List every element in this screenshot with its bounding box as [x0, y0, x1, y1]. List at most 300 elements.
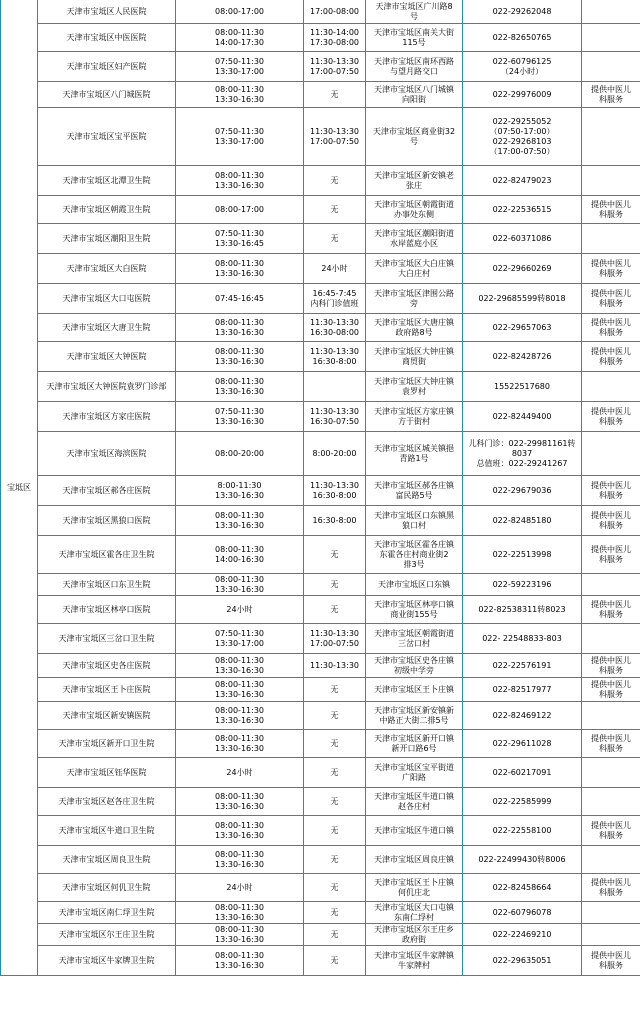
day-hours-line: 08:00-11:30 [215, 924, 264, 934]
night-hours-line: 17:00-07:50 [310, 66, 359, 76]
phone-cell [463, 758, 582, 788]
phone-line: 022-29255052 [492, 116, 552, 126]
service-note-line: 科服务 [599, 327, 623, 337]
phone-cell [463, 816, 582, 846]
night-hours-cell [304, 432, 366, 476]
service-note-cell [582, 788, 640, 816]
night-hours-cell [304, 624, 366, 654]
day-hours-cell [176, 314, 304, 342]
service-note-cell [582, 902, 640, 924]
night-hours-cell [304, 52, 366, 82]
phone-line: 022-60371086 [492, 233, 552, 243]
service-note-cell [582, 924, 640, 946]
day-hours-cell [176, 196, 304, 224]
service-note-cell [582, 224, 640, 254]
day-hours-line: 13:30-16:30 [215, 386, 264, 396]
address-line: 天津市宝坻区牛道口镇 [374, 791, 454, 801]
address-cell [366, 254, 463, 284]
night-hours-cell [304, 924, 366, 946]
phone-cell [463, 788, 582, 816]
service-note-cell [582, 758, 640, 788]
night-hours-line: 无 [330, 684, 339, 694]
address-line: 三岔口村 [398, 638, 430, 648]
hospital-name-cell: 天津市宝坻区大白医院 [38, 254, 176, 284]
day-hours-line: 13:30-17:00 [215, 638, 264, 648]
phone-line: 022-22513998 [492, 549, 552, 559]
address-line: 号 [410, 11, 418, 21]
address-line: 天津市宝坻区史各庄镇 [374, 655, 454, 665]
address-line: 天津市宝坻区牛家牌镇 [374, 950, 454, 960]
day-hours-line: 08:00-11:30 [215, 902, 264, 912]
day-hours-line: 08:00-11:30 [215, 655, 264, 665]
table-row [1, 816, 640, 846]
address-cell [366, 574, 463, 596]
address-line: 天津市宝坻区新安镇新 [374, 705, 454, 715]
service-note-cell [582, 372, 640, 402]
hospital-name-cell: 天津市宝坻区霍各庄卫生院 [38, 536, 176, 574]
day-hours-cell [176, 52, 304, 82]
service-note-cell [582, 678, 640, 702]
service-note-cell [582, 730, 640, 758]
service-note-line: 提供中医儿 [591, 877, 631, 887]
address-line: 天津市宝坻区南关大街 [374, 27, 454, 37]
day-hours-line: 08:00-17:00 [215, 6, 264, 16]
service-note-line: 科服务 [599, 689, 623, 699]
day-hours-line: 13:30-16:30 [215, 490, 264, 500]
hospital-name-cell: 天津市宝坻区潮阳卫生院 [38, 224, 176, 254]
night-hours-cell [304, 314, 366, 342]
day-hours-cell [176, 846, 304, 874]
day-hours-line: 24小时 [226, 882, 253, 892]
night-hours-cell [304, 816, 366, 846]
address-line: 牛家牌村 [398, 960, 430, 970]
service-note-cell [582, 476, 640, 506]
service-note-line: 提供中医儿 [591, 510, 631, 520]
night-hours-cell [304, 654, 366, 678]
address-cell [366, 924, 463, 946]
address-line: 旁 [410, 298, 418, 308]
day-hours-line: 13:30-16:30 [215, 94, 264, 104]
service-note-cell [582, 82, 640, 108]
table-row [1, 902, 640, 924]
day-hours-line: 08:00-11:30 [215, 346, 264, 356]
day-hours-line: 13:30-16:30 [215, 520, 264, 530]
night-hours-line: 无 [330, 955, 339, 965]
day-hours-cell [176, 730, 304, 758]
hospital-name-cell: 天津市宝坻区周良卫生院 [38, 846, 176, 874]
address-line: 富民路5号 [395, 490, 433, 500]
night-hours-line: 16:30-8:00 [312, 515, 357, 525]
night-hours-cell [304, 0, 366, 24]
address-line: 天津市宝坻区宝平街道 [374, 762, 454, 772]
hospital-name-cell: 天津市宝坻区大口屯医院 [38, 284, 176, 314]
hospital-name-cell: 天津市宝坻区王卜庄医院 [38, 678, 176, 702]
hospital-name-cell: 天津市宝坻区宝平医院 [38, 108, 176, 166]
night-hours-cell [304, 506, 366, 536]
day-hours-line: 08:00-11:30 [215, 544, 264, 554]
day-hours-line: 24小时 [226, 767, 253, 777]
table-row [1, 108, 640, 166]
address-cell [366, 284, 463, 314]
address-line: 天津市宝坻区朝霞街道 [374, 199, 454, 209]
phone-line: 022-29685599转8018 [478, 293, 566, 303]
day-hours-cell [176, 702, 304, 730]
address-line: 初级中学旁 [394, 665, 434, 675]
service-note-line: 提供中医儿 [591, 733, 631, 743]
address-cell [366, 678, 463, 702]
night-hours-line: 11:30-13:30 [310, 660, 359, 670]
address-line: 天津市宝坻区牛道口镇 [374, 825, 454, 835]
table-row [1, 654, 640, 678]
phone-line: （24小时） [500, 66, 544, 76]
table-row [1, 254, 640, 284]
address-line: 广阳路 [402, 772, 426, 782]
hospital-name-cell: 天津市宝坻区牛道口卫生院 [38, 816, 176, 846]
address-line: 大白庄村 [398, 268, 430, 278]
phone-cell [463, 82, 582, 108]
day-hours-cell [176, 342, 304, 372]
day-hours-line: 13:30-16:30 [215, 934, 264, 944]
phone-line: 022-22469210 [492, 929, 552, 939]
phone-cell [463, 654, 582, 678]
phone-line: 022-22558100 [492, 825, 552, 835]
day-hours-line: 13:30-16:30 [215, 912, 264, 922]
address-line: 天津市宝坻区尔王庄乡 [374, 924, 454, 934]
table-row [1, 702, 640, 730]
address-line: 115号 [402, 37, 426, 47]
day-hours-line: 13:30-16:30 [215, 416, 264, 426]
table-row [1, 0, 640, 24]
day-hours-line: 08:00-11:30 [215, 849, 264, 859]
day-hours-cell [176, 924, 304, 946]
day-hours-cell [176, 166, 304, 196]
address-cell [366, 536, 463, 574]
address-line: 天津市宝坻区林亭口镇 [374, 599, 454, 609]
service-note-line: 科服务 [599, 520, 623, 530]
service-note-cell [582, 596, 640, 624]
address-line: 袁罗村 [402, 386, 426, 396]
day-hours-cell [176, 108, 304, 166]
hospital-name-cell: 天津市宝坻区新安镇医院 [38, 702, 176, 730]
address-line: 天津市宝坻区大唐庄镇 [374, 317, 454, 327]
address-cell [366, 342, 463, 372]
service-note-line: 科服务 [599, 209, 623, 219]
service-note-cell [582, 52, 640, 82]
night-hours-line: 无 [330, 175, 339, 185]
service-note-cell [582, 0, 640, 24]
service-note-line: 提供中医儿 [591, 679, 631, 689]
address-line: 东霍各庄村商业街2 [379, 549, 449, 559]
phone-cell [463, 596, 582, 624]
night-hours-cell [304, 874, 366, 902]
night-hours-cell [304, 596, 366, 624]
night-hours-cell [304, 82, 366, 108]
hospital-name-cell: 天津市宝坻区赵各庄卫生院 [38, 788, 176, 816]
day-hours-line: 07:45-16:45 [215, 293, 264, 303]
hospital-name-cell: 天津市宝坻区大钟医院 [38, 342, 176, 372]
service-note-cell [582, 196, 640, 224]
phone-line: 15522517680 [494, 381, 550, 391]
address-line: 水岸蓝庭小区 [390, 238, 438, 248]
night-hours-line: 无 [330, 549, 339, 559]
service-note-cell [582, 284, 640, 314]
phone-line: 022-29657063 [492, 322, 552, 332]
day-hours-line: 13:30-17:00 [215, 136, 264, 146]
phone-cell [463, 902, 582, 924]
hospital-name-cell: 天津市宝坻区人民医院 [38, 0, 176, 24]
phone-line: 022-82479023 [492, 175, 552, 185]
day-hours-line: 08:00-11:30 [215, 84, 264, 94]
phone-line: 022-60217091 [492, 767, 552, 777]
day-hours-line: 08:00-11:30 [215, 27, 264, 37]
night-hours-line: 16:30-8:00 [312, 356, 357, 366]
address-line: 天津市宝坻区方家庄镇 [374, 406, 454, 416]
phone-cell [463, 432, 582, 476]
service-note-cell [582, 846, 640, 874]
day-hours-cell [176, 0, 304, 24]
phone-line: 022-22576191 [492, 660, 552, 670]
phone-cell [463, 476, 582, 506]
address-line: 何仉庄北 [398, 887, 430, 897]
day-hours-line: 08:00-11:30 [215, 791, 264, 801]
day-hours-line: 08:00-11:30 [215, 679, 264, 689]
night-hours-line: 无 [330, 710, 339, 720]
service-note-cell [582, 506, 640, 536]
night-hours-line: 11:30-13:30 [310, 628, 359, 638]
address-line: 东南仁垺村 [394, 912, 434, 922]
table-row [1, 730, 640, 758]
night-hours-line: 24小时 [321, 263, 348, 273]
phone-cell [463, 402, 582, 432]
day-hours-line: 13:30-16:30 [215, 327, 264, 337]
day-hours-line: 08:00-11:30 [215, 820, 264, 830]
table-row [1, 596, 640, 624]
service-note-cell [582, 624, 640, 654]
address-cell [366, 108, 463, 166]
night-hours-line: 8:00-20:00 [312, 448, 357, 458]
night-hours-cell [304, 24, 366, 52]
day-hours-line: 08:00-11:30 [215, 376, 264, 386]
night-hours-line: 无 [330, 604, 339, 614]
night-hours-line: 16:45-7:45 [312, 288, 357, 298]
hospital-name-cell: 天津市宝坻区林亭口医院 [38, 596, 176, 624]
address-cell [366, 624, 463, 654]
hospital-name-cell: 天津市宝坻区八门城医院 [38, 82, 176, 108]
hospital-name-cell: 天津市宝坻区黑狼口医院 [38, 506, 176, 536]
day-hours-line: 08:00-11:30 [215, 510, 264, 520]
service-note-line: 科服务 [599, 94, 623, 104]
address-line: 天津市宝坻区王卜庄镇 [374, 877, 454, 887]
address-cell [366, 788, 463, 816]
phone-line: 022-59223196 [492, 579, 552, 589]
address-line: 政府街 [402, 934, 426, 944]
day-hours-line: 13:30-16:30 [215, 268, 264, 278]
service-note-cell [582, 254, 640, 284]
phone-line: 022-82517977 [492, 684, 552, 694]
table-row [1, 946, 640, 976]
service-note-line: 科服务 [599, 490, 623, 500]
table-row [1, 372, 640, 402]
night-hours-line: 11:30-13:30 [310, 317, 359, 327]
address-line: 天津市宝坻区城关镇挹 [374, 443, 454, 453]
phone-line: 总值班：022-29241267 [476, 458, 568, 468]
address-line: 天津市宝坻区郝各庄镇 [374, 480, 454, 490]
hospital-name-cell: 天津市宝坻区钰华医院 [38, 758, 176, 788]
day-hours-line: 08:00-11:30 [215, 170, 264, 180]
address-line: 赵各庄村 [398, 801, 430, 811]
phone-line: 022-22499430转8006 [478, 854, 566, 864]
night-hours-cell [304, 284, 366, 314]
service-note-line: 科服务 [599, 268, 623, 278]
day-hours-cell [176, 678, 304, 702]
service-note-cell [582, 702, 640, 730]
service-note-line: 提供中医儿 [591, 346, 631, 356]
phone-line: 022-29262048 [492, 6, 552, 16]
day-hours-cell [176, 506, 304, 536]
service-note-line: 科服务 [599, 554, 623, 564]
phone-cell [463, 108, 582, 166]
address-cell [366, 372, 463, 402]
day-hours-line: 08:00-17:00 [215, 204, 264, 214]
day-hours-line: 08:00-11:30 [215, 317, 264, 327]
phone-line: 022-60796078 [492, 907, 552, 917]
night-hours-cell [304, 702, 366, 730]
address-line: 商业街155号 [390, 609, 438, 619]
service-note-cell [582, 108, 640, 166]
night-hours-cell [304, 846, 366, 874]
address-cell [366, 224, 463, 254]
day-hours-cell [176, 254, 304, 284]
day-hours-line: 13:30-16:30 [215, 689, 264, 699]
service-note-cell [582, 402, 640, 432]
phone-line: （07:50-17:00） [489, 126, 555, 136]
phone-cell [463, 946, 582, 976]
table-row [1, 166, 640, 196]
hospital-name-cell: 天津市宝坻区中医医院 [38, 24, 176, 52]
address-line: 新开口路6号 [391, 743, 437, 753]
hospital-name-cell: 天津市宝坻区口东卫生院 [38, 574, 176, 596]
table-row [1, 758, 640, 788]
service-note-cell [582, 342, 640, 372]
phone-cell [463, 166, 582, 196]
night-hours-line: 11:30-14:00 [310, 27, 359, 37]
address-line: 天津市宝坻区口东镇 [378, 579, 450, 589]
phone-cell [463, 536, 582, 574]
address-line: 办事处东侧 [394, 209, 434, 219]
service-note-cell [582, 816, 640, 846]
address-line: 青路1号 [399, 453, 429, 463]
address-line: 天津市宝坻区新安镇老 [374, 170, 454, 180]
service-note-line: 提供中医儿 [591, 544, 631, 554]
address-line: 天津市宝坻区新开口镇 [374, 733, 454, 743]
service-note-cell [582, 946, 640, 976]
address-line: 天津市宝坻区潮阳街道 [374, 228, 454, 238]
day-hours-line: 08:00-11:30 [215, 574, 264, 584]
night-hours-cell [304, 730, 366, 758]
day-hours-line: 13:30-16:30 [215, 665, 264, 675]
day-hours-cell [176, 432, 304, 476]
day-hours-line: 08:00-11:30 [215, 705, 264, 715]
address-cell [366, 596, 463, 624]
day-hours-cell [176, 902, 304, 924]
night-hours-cell [304, 108, 366, 166]
phone-line: 022- 22548833-803 [482, 633, 562, 643]
day-hours-cell [176, 816, 304, 846]
table-row [1, 224, 640, 254]
night-hours-line: 11:30-13:30 [310, 480, 359, 490]
table-row [1, 432, 640, 476]
night-hours-cell [304, 536, 366, 574]
night-hours-cell [304, 476, 366, 506]
hospital-name-cell: 天津市宝坻区尔王庄卫生院 [38, 924, 176, 946]
table-row [1, 82, 640, 108]
phone-line: 022-82428726 [492, 351, 552, 361]
night-hours-cell [304, 946, 366, 976]
night-hours-line: 17:00-08:00 [310, 6, 359, 16]
night-hours-line: 无 [330, 738, 339, 748]
phone-cell [463, 284, 582, 314]
day-hours-cell [176, 372, 304, 402]
phone-line: 022-82650765 [492, 32, 552, 42]
service-note-line: 提供中医儿 [591, 820, 631, 830]
address-line: 天津市宝坻区大钟庄镇 [374, 376, 454, 386]
address-line: 号 [410, 136, 418, 146]
table-row [1, 624, 640, 654]
hospital-name-cell: 天津市宝坻区海滨医院 [38, 432, 176, 476]
hospital-name-cell: 天津市宝坻区方家庄医院 [38, 402, 176, 432]
day-hours-line: 08:00-11:30 [215, 258, 264, 268]
service-note-line: 提供中医儿 [591, 258, 631, 268]
night-hours-cell [304, 402, 366, 432]
service-note-line: 科服务 [599, 887, 623, 897]
service-note-cell [582, 654, 640, 678]
day-hours-line: 07:50-11:30 [215, 56, 264, 66]
day-hours-cell [176, 596, 304, 624]
night-hours-cell [304, 574, 366, 596]
day-hours-line: 07:50-11:30 [215, 628, 264, 638]
phone-line: 022-29268103 [492, 136, 552, 146]
day-hours-line: 13:30-16:45 [215, 238, 264, 248]
day-hours-cell [176, 624, 304, 654]
table-row [1, 24, 640, 52]
service-note-line: 提供中医儿 [591, 655, 631, 665]
night-hours-cell [304, 678, 366, 702]
address-line: 中路正大街二排5号 [379, 715, 449, 725]
night-hours-line: 无 [330, 204, 339, 214]
phone-cell [463, 506, 582, 536]
address-cell [366, 702, 463, 730]
table-row [1, 506, 640, 536]
address-line: 政府路8号 [395, 327, 433, 337]
phone-line: 8037 [511, 448, 533, 458]
hospital-name-cell: 天津市宝坻区大唐卫生院 [38, 314, 176, 342]
night-hours-line: 11:30-13:30 [310, 406, 359, 416]
address-line: 狼口村 [402, 520, 426, 530]
hospital-name-cell: 天津市宝坻区史各庄医院 [38, 654, 176, 678]
service-note-line: 提供中医儿 [591, 480, 631, 490]
day-hours-line: 8:00-11:30 [217, 480, 262, 490]
night-hours-line: 11:30-13:30 [310, 126, 359, 136]
address-line: 天津市宝坻区广川路8 [375, 1, 453, 11]
day-hours-line: 14:00-16:30 [215, 554, 264, 564]
service-note-cell [582, 24, 640, 52]
phone-line: 022-29976009 [492, 89, 552, 99]
day-hours-line: 13:30-16:30 [215, 801, 264, 811]
day-hours-cell [176, 654, 304, 678]
phone-cell [463, 730, 582, 758]
day-hours-line: 08:00-11:30 [215, 733, 264, 743]
phone-cell [463, 874, 582, 902]
